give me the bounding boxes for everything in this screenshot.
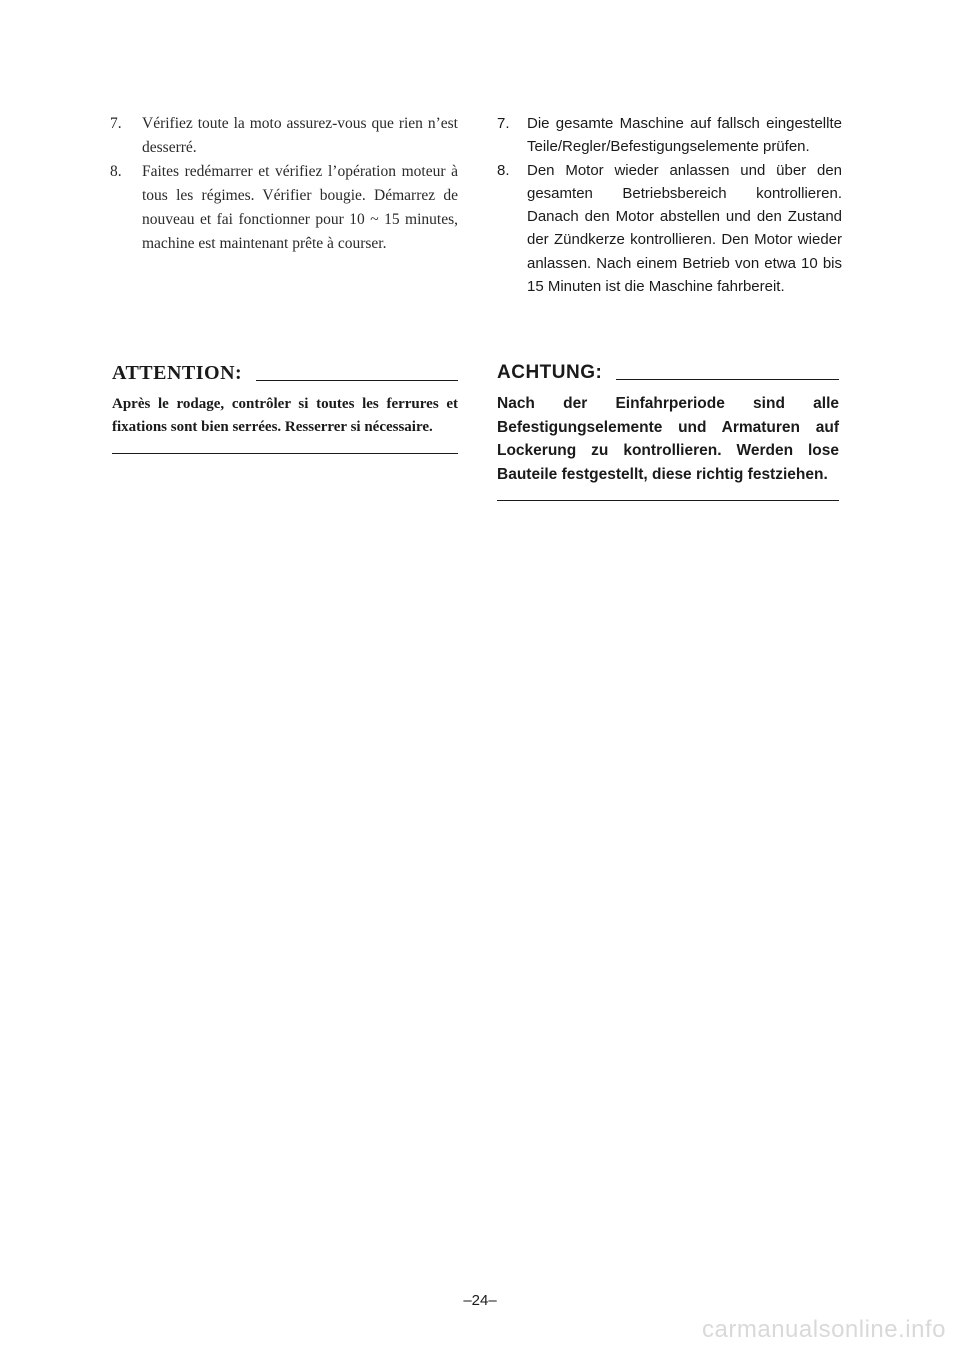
french-step-8	[110, 160, 458, 256]
step-number: 7.	[110, 115, 122, 132]
german-caution-box	[497, 362, 839, 501]
caution-end-rule	[112, 453, 458, 454]
step-text: Den Motor wieder anlassen und über den gesamten Betriebsbereich kontrollieren. Danach den Motor abstellen und den Zustand der Zündkerze kontrollieren. Den Motor wieder anlassen. Nach einem Betrieb von etwa 10 bis 15 Minuten ist die Maschine fahrbereit.	[527, 161, 842, 296]
caution-header	[112, 362, 458, 385]
german-step-7	[497, 112, 842, 159]
caution-text: Après le rodage, contrôler si toutes les ferrures et fixations sont bien serrées. Resserrer si nécessaire.	[112, 396, 458, 435]
caution-title: ACHTUNG:	[497, 362, 603, 383]
caution-header-rule	[616, 379, 839, 380]
caution-header-rule	[256, 380, 458, 381]
watermark: carmanualsonline.info	[702, 1316, 946, 1343]
caution-text: Nach der Einfahrperiode sind alle Befestigungselemente und Armaturen auf Lockerung zu kontrollieren. Werden lose Bauteile festgestellt, diese richtig festziehen.	[497, 395, 839, 483]
german-steps-list	[497, 112, 842, 298]
french-steps-list	[110, 112, 458, 256]
french-step-7	[110, 112, 458, 160]
page-number: –24–	[463, 1292, 497, 1309]
caution-title: ATTENTION:	[112, 362, 243, 384]
step-text: Faites redémarrer et vérifiez l’opération moteur à tous les régimes. Vérifier bougie. Démarrez de nouveau et fai fonctionner pour 10 ~ 15 minutes, machine est maintenant prête à courser.	[142, 163, 458, 252]
step-number: 8.	[110, 163, 122, 180]
step-number: 8.	[497, 161, 510, 179]
german-column	[497, 112, 842, 298]
step-number: 7.	[497, 115, 510, 132]
caution-end-rule	[497, 500, 839, 501]
caution-header	[497, 362, 839, 384]
french-column	[110, 112, 458, 256]
step-text: Vérifiez toute la moto assurez-vous que rien n’est desserré.	[142, 115, 458, 156]
step-text: Die gesamte Maschine auf fallsch eingestellte Teile/Regler/Befestigungselemente prüfen.	[527, 115, 842, 156]
french-caution-box	[112, 362, 458, 454]
german-step-8	[497, 159, 842, 299]
